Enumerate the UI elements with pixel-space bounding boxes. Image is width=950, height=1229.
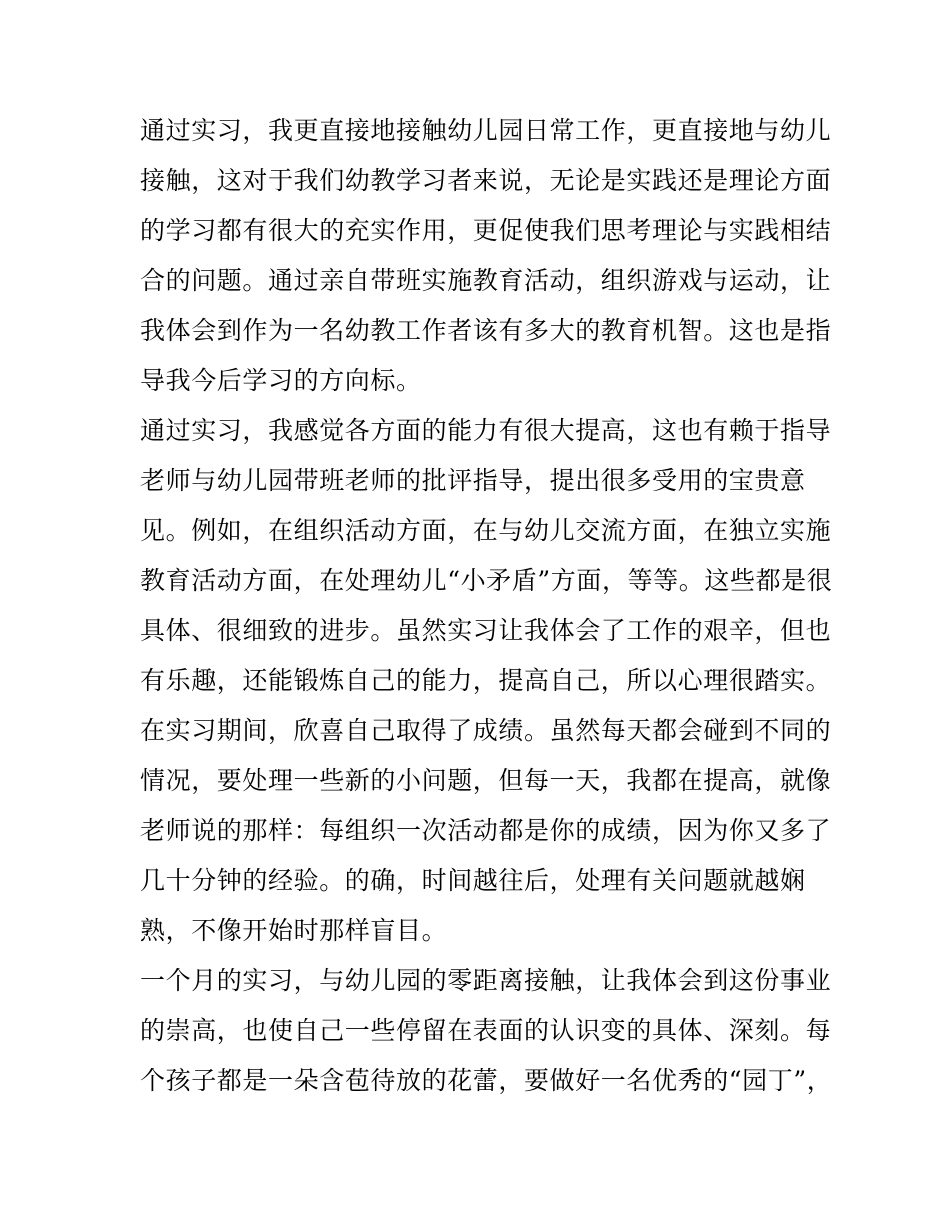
text-line: 通过实习，我更直接地接触幼儿园日常工作，更直接地与幼儿 xyxy=(140,116,832,145)
text-line: 个孩子都是一朵含苞待放的花蕾，要做好一名优秀的“园丁”， xyxy=(140,1066,833,1095)
text-line: 导我今后学习的方向标。 xyxy=(140,366,422,395)
text-line: 一个月的实习，与幼儿园的零距离接触，让我体会到这份事业 xyxy=(140,966,832,995)
text-line: 具体、很细致的进步。虽然实习让我体会了工作的艰辛，但也 xyxy=(140,616,832,645)
text-line: 我体会到作为一名幼教工作者该有多大的教育机智。这也是指 xyxy=(140,316,832,345)
text-line: 情况，要处理一些新的小问题，但每一天，我都在提高，就像 xyxy=(140,766,832,795)
text-line: 老师与幼儿园带班老师的批评指导，提出很多受用的宝贵意 xyxy=(140,466,806,495)
text-line: 接触，这对于我们幼教学习者来说，无论是实践还是理论方面 xyxy=(140,166,832,195)
text-line: 教育活动方面，在处理幼儿“小矛盾”方面，等等。这些都是很 xyxy=(140,566,833,595)
text-line: 见。例如，在组织活动方面，在与幼儿交流方面，在独立实施 xyxy=(140,516,832,545)
text-line: 的崇高，也使自己一些停留在表面的认识变的具体、深刻。每 xyxy=(140,1016,832,1045)
text-line: 几十分钟的经验。的确，时间越往后，处理有关问题就越娴 xyxy=(140,866,806,895)
text-line: 老师说的那样：每组织一次活动都是你的成绩，因为你又多了 xyxy=(140,816,832,845)
text-line: 合的问题。通过亲自带班实施教育活动，组织游戏与运动，让 xyxy=(140,266,832,295)
text-line: 的学习都有很大的充实作用，更促使我们思考理论与实践相结 xyxy=(140,216,832,245)
text-line: 在实习期间，欣喜自己取得了成绩。虽然每天都会碰到不同的 xyxy=(140,716,832,745)
text-line: 有乐趣，还能锻炼自己的能力，提高自己，所以心理很踏实。 xyxy=(140,666,832,695)
text-line: 熟，不像开始时那样盲目。 xyxy=(140,916,448,945)
document-body xyxy=(140,106,833,1106)
text-line: 通过实习，我感觉各方面的能力有很大提高，这也有赖于指导 xyxy=(140,416,832,445)
